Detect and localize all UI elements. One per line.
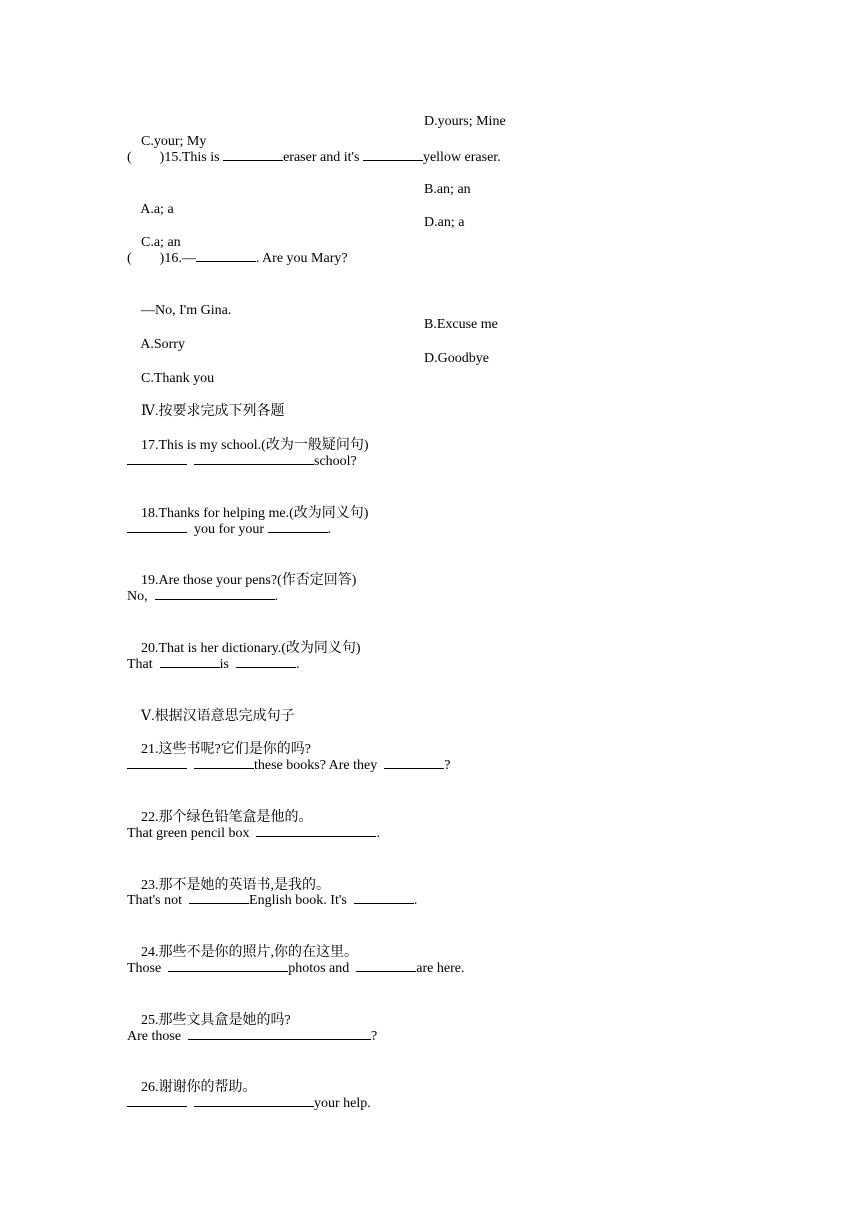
q25-prompt	[127, 991, 747, 1028]
q21-blank-1[interactable]	[127, 754, 187, 769]
q22-prompt-text: 22.那个绿色铅笔盒是他的。	[141, 809, 313, 825]
q16-stem	[127, 247, 747, 281]
q16-reply-text: —No, I'm Gina.	[141, 302, 232, 318]
q15-option-d: D.an; a	[424, 215, 465, 231]
q20-start-text: That	[127, 656, 157, 672]
q23-prompt-text: 23.那不是她的英语书,是我的。	[141, 877, 330, 893]
q24-answer	[127, 957, 747, 991]
q18-blank-1[interactable]	[127, 518, 187, 533]
q24-prompt	[127, 923, 747, 961]
q22-end-text: .	[376, 825, 380, 841]
q16-options-cd	[127, 349, 747, 386]
section5-heading	[127, 687, 747, 724]
q22-answer	[127, 822, 747, 856]
section4-heading-text: Ⅳ.按要求完成下列各题	[141, 404, 285, 420]
q23-blank-2[interactable]	[354, 889, 414, 904]
q21-end-text: ?	[444, 758, 451, 774]
q23-end-text: .	[413, 893, 418, 909]
q22-blank[interactable]	[256, 822, 376, 837]
q17-blank-2[interactable]	[194, 450, 314, 465]
q23-start-text: That's not	[127, 893, 186, 909]
q16-number: ( )16.—	[127, 251, 196, 267]
q14-option-c: C.your; My	[141, 134, 207, 149]
q24-end-text: are here.	[416, 960, 465, 976]
q19-start-text: No,	[127, 589, 152, 605]
q23-blank-1[interactable]	[189, 889, 249, 904]
q25-answer	[127, 1025, 747, 1059]
q22-start-text: That green pencil box	[127, 825, 253, 841]
q26-prompt	[127, 1058, 747, 1096]
q16-reply	[127, 281, 747, 318]
q16-option-d: D.Goodbye	[424, 350, 489, 366]
q16-end-text: . Are you Mary?	[255, 251, 348, 267]
q16-option-c: C.Thank you	[141, 370, 215, 386]
q21-prompt	[127, 720, 747, 758]
q24-blank-1[interactable]	[168, 957, 288, 972]
q19-end-text: .	[274, 589, 279, 605]
q20-mid-text: is	[219, 656, 233, 672]
q21-answer	[127, 754, 747, 788]
q21-mid-text: these books? Are they	[254, 758, 381, 774]
q26-end-text: your help.	[314, 1096, 371, 1112]
q18-prompt	[127, 484, 747, 521]
q15-option-a: A.a; a	[140, 201, 174, 217]
worksheet-page	[127, 112, 747, 1126]
q18-answer	[127, 518, 747, 552]
q16-option-b: B.Excuse me	[424, 316, 498, 332]
q19-prompt-text: 19.Are those your pens?(作否定回答)	[141, 573, 357, 589]
q18-mid-text: you for your	[190, 521, 268, 537]
q17-answer	[127, 450, 747, 484]
section5-heading-text: Ⅴ.根据汉语意思完成句子	[141, 708, 295, 724]
q15-blank-2[interactable]	[363, 146, 423, 161]
q24-mid-text: photos and	[288, 960, 353, 976]
q16-blank[interactable]	[196, 247, 256, 262]
q14-option-d: D.yours; Mine	[424, 114, 506, 129]
q23-mid-text: English book. It's	[249, 893, 351, 909]
q25-prompt-text: 25.那些文具盒是她的吗?	[141, 1012, 291, 1028]
q17-end-text: school?	[314, 453, 357, 469]
q20-end-text: .	[296, 656, 300, 672]
q25-start-text: Are those	[127, 1028, 185, 1044]
q19-answer	[127, 585, 747, 619]
q15-blank-1[interactable]	[223, 146, 283, 161]
q17-prompt-text: 17.This is my school.(改为一般疑问句)	[141, 438, 369, 454]
q15-mid-text: eraser and it's	[283, 149, 363, 165]
q15-end-text: yellow eraser.	[422, 149, 501, 165]
q15-option-c: C.a; an	[141, 235, 181, 251]
q20-prompt-text: 20.That is her dictionary.(改为同义句)	[141, 640, 361, 656]
q20-prompt	[127, 619, 747, 656]
q16-option-a: A.Sorry	[140, 336, 185, 352]
q19-prompt	[127, 551, 747, 589]
q23-answer	[127, 889, 747, 923]
q24-blank-2[interactable]	[356, 957, 416, 972]
q15-number: ( )15.This is	[127, 149, 224, 165]
q16-options-ab	[127, 315, 747, 352]
q26-blank-1[interactable]	[127, 1092, 187, 1107]
q24-prompt-text: 24.那些不是你的照片,你的在这里。	[141, 945, 358, 961]
q22-prompt	[127, 788, 747, 825]
q25-blank[interactable]	[188, 1025, 371, 1040]
q21-blank-3[interactable]	[384, 754, 444, 769]
q15-option-b: B.an; an	[424, 181, 471, 197]
q18-prompt-text: 18.Thanks for helping me.(改为同义句)	[141, 505, 369, 521]
q15-stem	[127, 146, 747, 180]
q19-blank[interactable]	[155, 585, 275, 600]
q17-blank-1[interactable]	[127, 450, 187, 465]
q26-blank-2[interactable]	[194, 1092, 314, 1107]
q14-options-cd	[127, 112, 747, 149]
q21-blank-2[interactable]	[194, 754, 254, 769]
q23-prompt	[127, 856, 747, 893]
q15-options-ab	[127, 180, 747, 217]
section4-heading	[127, 382, 747, 420]
q20-answer	[127, 653, 747, 687]
q26-prompt-text: 26.谢谢你的帮助。	[141, 1080, 257, 1096]
q17-prompt	[127, 416, 747, 454]
q20-blank-1[interactable]	[160, 653, 220, 668]
q26-answer	[127, 1092, 747, 1126]
q15-options-cd	[127, 213, 747, 251]
q25-end-text: ?	[371, 1028, 378, 1044]
q20-blank-2[interactable]	[236, 653, 296, 668]
q21-prompt-text: 21.这些书呢?它们是你的吗?	[141, 742, 311, 758]
q24-start-text: Those	[127, 960, 165, 976]
q18-end-text: .	[327, 521, 331, 537]
q18-blank-2[interactable]	[268, 518, 328, 533]
